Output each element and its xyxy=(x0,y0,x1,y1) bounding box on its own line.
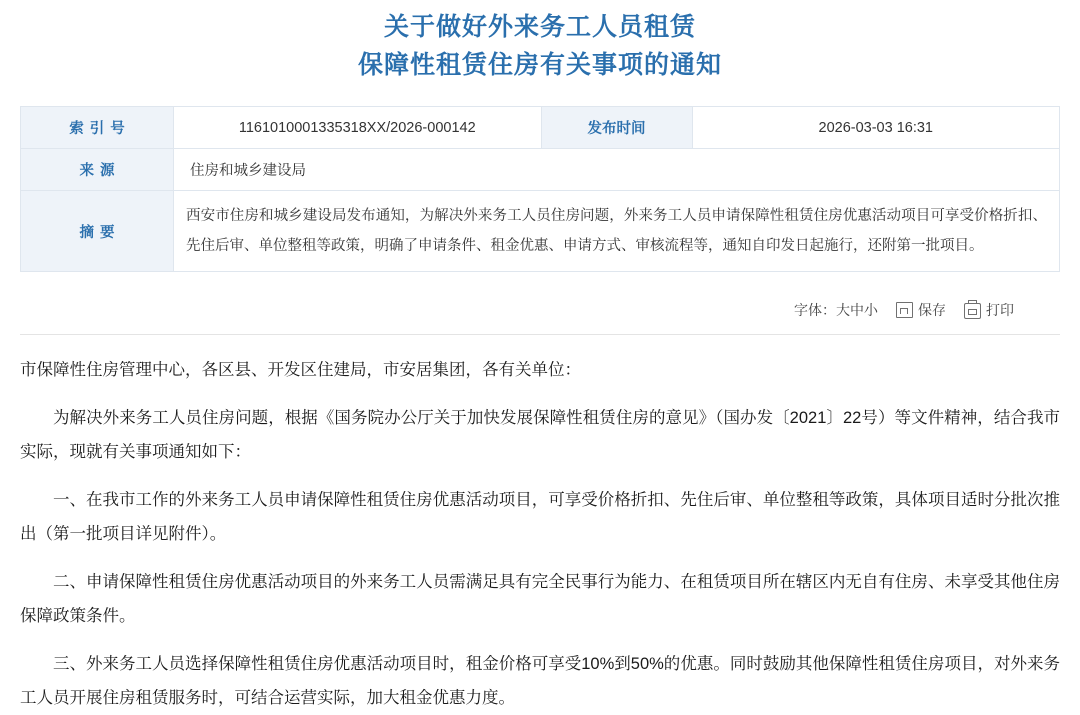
print-button[interactable] xyxy=(964,300,1014,320)
index-number-value: 1161010001335318XX/2026-000142 xyxy=(174,107,542,149)
publish-time-label: 发布时间 xyxy=(541,107,692,149)
publish-time-value: 2026-03-03 16:31 xyxy=(692,107,1060,149)
body-paragraph-4: 三、外来务工人员选择保障性租赁住房优惠活动项目时，租金价格可享受10%到50%的优惠。同时鼓励其他保障性租赁住房项目，对外来务工人员开展住房租赁服务时，可结合运营实际，加大租金优惠力度。 xyxy=(20,655,1060,707)
body-paragraph-2: 一、在我市工作的外来务工人员申请保障性租赁住房优惠活动项目，可享受价格折扣、先住后审、单位整租等政策，具体项目适时分批次推出（第一批项目详见附件）。 xyxy=(20,491,1060,543)
content-divider xyxy=(20,334,1060,335)
source-value: 住房和城乡建设局 xyxy=(174,149,1060,191)
document-body xyxy=(20,353,1060,715)
print-button-label: 打印 xyxy=(986,302,1014,318)
salutation-paragraph: 市保障性住房管理中心，各区县、开发区住建局，市安居集团，各有关单位： xyxy=(20,361,581,379)
table-row xyxy=(21,149,1060,191)
font-size-control xyxy=(794,300,878,320)
print-icon xyxy=(964,303,981,319)
font-size-small-button[interactable]: 小 xyxy=(864,302,878,318)
body-paragraph-1: 为解决外来务工人员住房问题，根据《国务院办公厅关于加快发展保障性租赁住房的意见》（国办发〔2021〕22号）等文件精神，结合我市实际，现就有关事项通知如下： xyxy=(20,409,1060,461)
page-title-line-1: 关于做好外来务工人员租赁 xyxy=(383,13,696,41)
page-title-line-2: 保障性租赁住房有关事项的通知 xyxy=(357,51,722,79)
document-toolbar xyxy=(20,300,1060,320)
source-label: 来源 xyxy=(21,149,174,191)
body-paragraph-3: 二、申请保障性租赁住房优惠活动项目的外来务工人员需满足具有完全民事行为能力、在租赁项目所在辖区内无自有住房、未享受其他住房保障政策条件。 xyxy=(20,573,1060,625)
document-meta-table xyxy=(20,106,1060,272)
abstract-value: 西安市住房和城乡建设局发布通知，为解决外来务工人员住房问题，外来务工人员申请保障性租赁住房优惠活动项目可享受价格折扣、先住后审、单位整租等政策，明确了申请条件、租金优惠、申请方式、审核流程等，通知自印发日起施行，还附第一批项目。 xyxy=(174,191,1060,272)
page-title xyxy=(20,0,1060,84)
save-icon xyxy=(896,302,913,318)
table-row xyxy=(21,107,1060,149)
save-button-label: 保存 xyxy=(918,302,946,318)
table-row xyxy=(21,191,1060,272)
font-size-label: 字体： xyxy=(794,302,836,318)
font-size-medium-button[interactable]: 中 xyxy=(850,302,864,318)
font-size-large-button[interactable]: 大 xyxy=(836,302,850,318)
index-number-label: 索引号 xyxy=(21,107,174,149)
save-button[interactable] xyxy=(896,300,946,320)
abstract-label: 摘要 xyxy=(21,191,174,272)
